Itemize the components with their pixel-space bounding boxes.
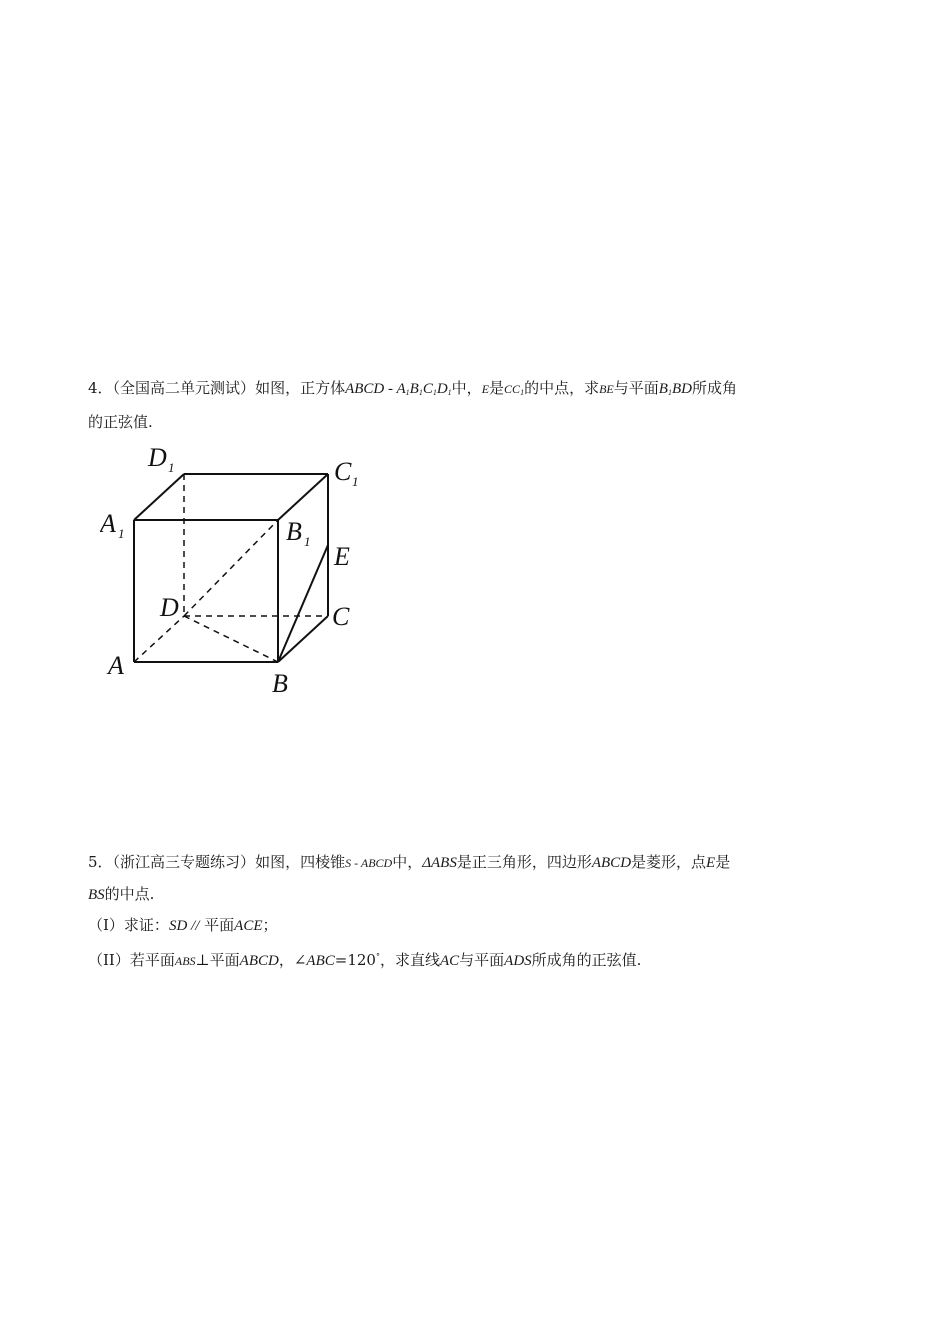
- problem-5-part-2: [88, 947, 641, 971]
- math-angle-abc: ∠ABC: [293, 953, 335, 969]
- problem-text: 所成角的正弦值.: [531, 951, 642, 969]
- math-value-120: =120: [334, 951, 376, 969]
- problem-text: ；: [262, 916, 278, 934]
- label-d: D: [160, 593, 179, 622]
- segment-be: [278, 545, 328, 662]
- diagonal-db: [184, 616, 278, 662]
- problem-text: 平面: [204, 916, 235, 934]
- label-b1: B: [286, 517, 302, 546]
- edge-ad: [134, 616, 184, 662]
- problem-text: 与平面: [613, 379, 659, 397]
- problem-number: 5．: [88, 853, 113, 871]
- problem-text: 中，: [451, 379, 482, 397]
- problem-text: 是: [489, 379, 505, 397]
- problem-text: 与平面: [459, 951, 505, 969]
- problem-5-line-2: [88, 884, 154, 905]
- math-ac: AC: [439, 953, 460, 969]
- math-b1bd: $B_1BD$: [658, 381, 692, 397]
- edge-a1d1: [134, 474, 184, 520]
- math-be: BE: [599, 382, 614, 396]
- edge-bc: [278, 616, 328, 662]
- math-triangle-abs: ΔABS: [422, 855, 457, 871]
- problem-text: ，求直线: [379, 951, 440, 969]
- problem-text: 平面: [209, 951, 240, 969]
- problem-text: 所成角: [691, 379, 737, 397]
- problem-text: 如图，正方体: [255, 379, 346, 397]
- problem-text: ，: [278, 951, 294, 969]
- math-abcd: ABCD: [591, 855, 632, 871]
- math-abcd: ABCD: [239, 953, 279, 969]
- label-b1-sub: 1: [304, 534, 311, 549]
- problem-text: 如图，四棱锥: [255, 853, 346, 871]
- problem-text: 的中点，求: [524, 379, 600, 397]
- cube-name: ABCD - $A_1B_1C_1D_1$: [345, 381, 452, 397]
- problem-number: 4．: [88, 379, 113, 397]
- part-label: （I）求证：: [88, 916, 169, 934]
- math-sd-parallel: SD //: [168, 918, 200, 934]
- label-c1: C: [334, 457, 352, 486]
- cube-hidden-edges: [134, 474, 328, 662]
- edge-b1c1: [278, 474, 328, 520]
- problem-5-line-1: [88, 852, 730, 873]
- math-ads: ADS: [504, 953, 532, 969]
- label-b: B: [272, 669, 288, 698]
- math-e: E: [481, 382, 490, 396]
- math-cc1: $CC_1$: [504, 382, 525, 397]
- part-label: （II）若平面: [88, 951, 175, 969]
- problem-text: 是菱形，点: [631, 853, 707, 871]
- label-a1-sub: 1: [118, 526, 125, 541]
- problem-text: 中，: [392, 853, 423, 871]
- math-s-abcd: S - ABCD: [345, 856, 393, 870]
- problem-source: （浙江高三专题练习）: [112, 853, 256, 871]
- label-d1-sub: 1: [168, 460, 175, 475]
- problem-source: （全国高二单元测试）: [112, 379, 256, 397]
- perp-symbol: ⊥: [195, 951, 210, 969]
- problem-5-part-1: [88, 915, 278, 936]
- label-e: E: [334, 542, 350, 571]
- label-d1: D: [148, 443, 167, 472]
- label-c1-sub: 1: [352, 474, 359, 489]
- label-c: C: [332, 602, 350, 631]
- cube-figure: [100, 440, 380, 710]
- math-ace: ACE: [234, 918, 263, 934]
- math-abs: ABS: [174, 954, 196, 968]
- label-a1: A: [100, 509, 116, 538]
- problem-4-line-1: [88, 378, 737, 403]
- math-e: E: [706, 855, 716, 871]
- problem-4-line-2: 的正弦值.: [88, 413, 153, 431]
- label-a: A: [108, 651, 124, 680]
- problem-text: 是: [715, 853, 731, 871]
- problem-text: 是正三角形，四边形: [456, 853, 592, 871]
- problem-text: 的中点.: [104, 885, 155, 903]
- math-bs: BS: [88, 887, 105, 903]
- diagonal-db1: [184, 520, 278, 616]
- degree-symbol: °: [375, 952, 380, 961]
